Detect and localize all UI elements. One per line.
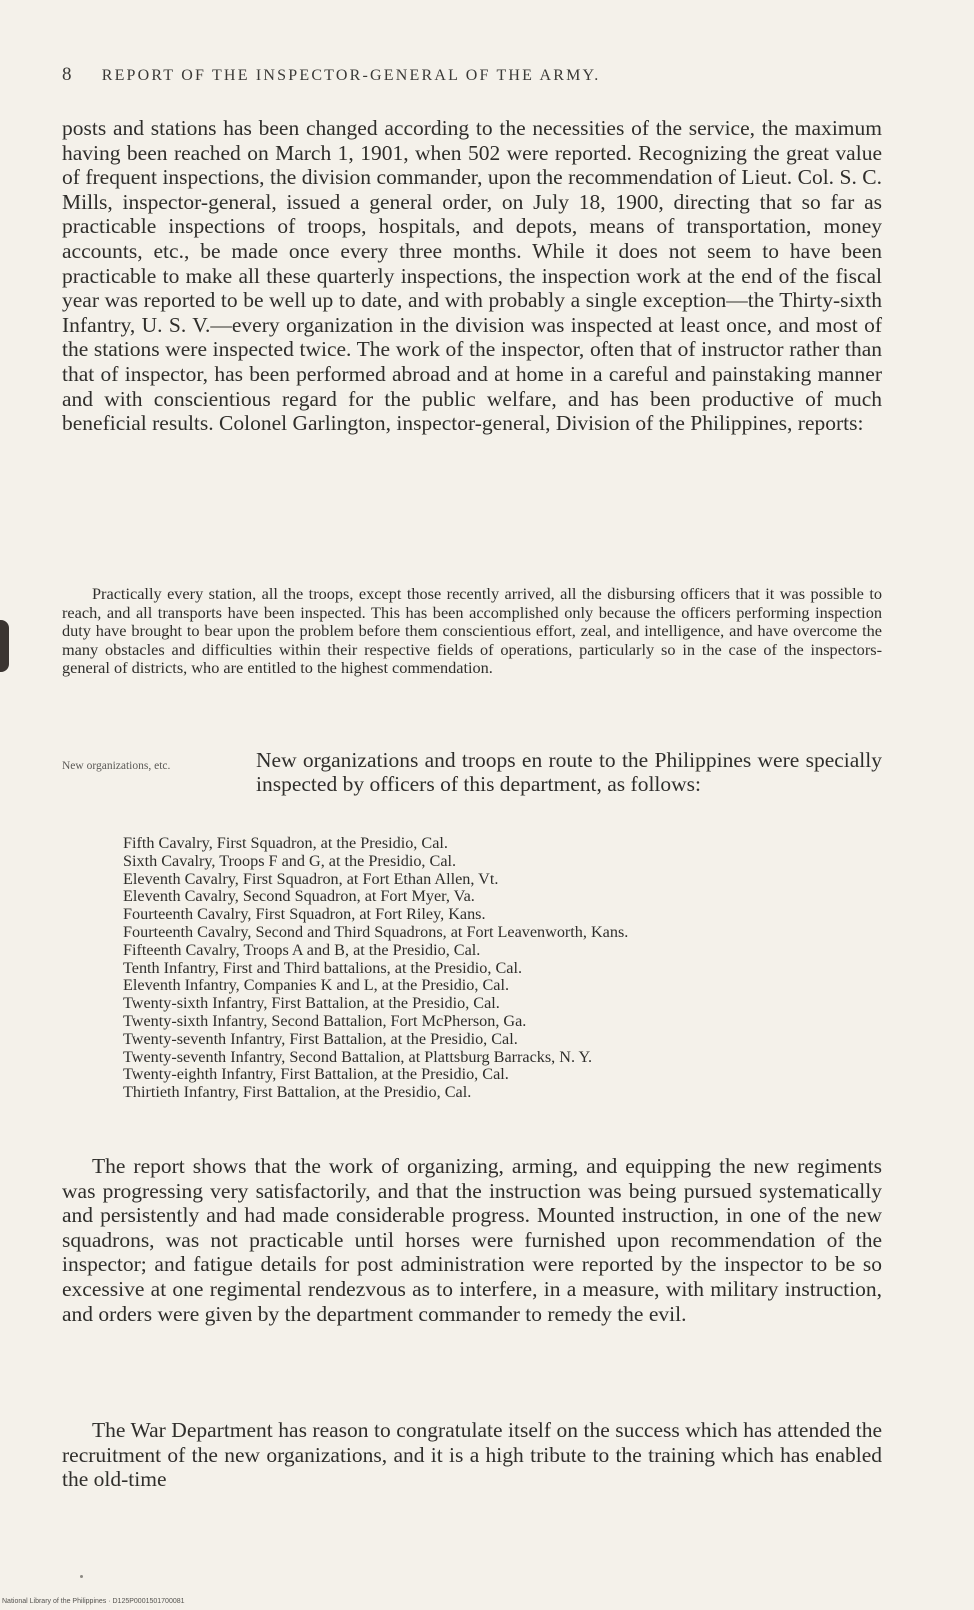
list-item: Twenty-sixth Infantry, Second Battalion, Fort McPherson, Ga. xyxy=(123,1011,527,1030)
list-item: Fifteenth Cavalry, Troops A and B, at the Presidio, Cal. xyxy=(123,940,481,959)
running-title: REPORT OF THE INSPECTOR-GENERAL OF THE ARMY. xyxy=(101,67,601,84)
list-item: Fourteenth Cavalry, First Squadron, at Fort Riley, Kans. xyxy=(123,905,486,924)
list-item: Twenty-seventh Infantry, First Battalion, at the Presidio, Cal. xyxy=(123,1029,518,1048)
list-item: Eleventh Cavalry, Second Squadron, at Fort Myer, Va. xyxy=(123,887,475,906)
ink-speck xyxy=(80,1575,83,1578)
list-item: Sixth Cavalry, Troops F and G, at the Presidio, Cal. xyxy=(123,851,457,870)
list-item: Fourteenth Cavalry, Second and Third Squadrons, at Fort Leavenworth, Kans. xyxy=(123,922,629,941)
list-item: Twenty-seventh Infantry, Second Battalion, at Plattsburg Barracks, N. Y. xyxy=(123,1047,593,1066)
new-organizations-paragraph: New organizations and troops en route to the Philippines were specially inspected by officers of this department, as follows: xyxy=(256,748,882,796)
list-item: Eleventh Cavalry, First Squadron, at Fort Ethan Allen, Vt. xyxy=(123,869,499,888)
running-header xyxy=(62,64,882,86)
list-item: Eleventh Infantry, Companies K and L, at the Presidio, Cal. xyxy=(123,976,510,995)
list-item: Thirtieth Infantry, First Battalion, at the Presidio, Cal. xyxy=(123,1083,472,1102)
paragraph-3: The War Department has reason to congratulate itself on the success which has attended the recruitment of the new organizations, and it is a high tribute to the training which has enabled the old-time xyxy=(62,1418,882,1492)
list-item: Fifth Cavalry, First Squadron, at the Presidio, Cal. xyxy=(123,834,448,852)
page-stain xyxy=(0,620,9,672)
block-quote: Practically every station, all the troops, except those recently arrived, all the disbursing officers that it was possible to reach, and all transports have been inspected. This has been accomplished only because the officers performing inspection duty have brought to bear upon the problem before them conscientious effort, zeal, and intelligence, and have overcome the many obstacles and difficulties within their respective fields of operations, particularly so in the case of the inspectors-general of districts, who are entitled to the highest commendation. xyxy=(62,584,882,678)
list-item: Twenty-sixth Infantry, First Battalion, at the Presidio, Cal. xyxy=(123,994,500,1013)
page-number: 8 xyxy=(62,64,72,85)
margin-note: New organizations, etc. xyxy=(62,760,171,772)
scan-footer: National Library of the Philippines · D125P0001501700081 xyxy=(2,1598,185,1605)
organization-list xyxy=(123,835,913,1102)
list-item: Twenty-eighth Infantry, First Battalion, at the Presidio, Cal. xyxy=(123,1065,509,1084)
paragraph-2: The report shows that the work of organizing, arming, and equipping the new regiments was progressing very satisfactorily, and that the instruction was being pursued systematically and persistently and had made considerable progress. Mounted instruction, in one of the new squadrons, was not practicable until horses were furnished upon recommendation of the inspector; and fatigue details for post administration were reported by the inspector to be so excessive at one regimental rendezvous as to interfere, in a measure, with military instruction, and orders were given by the department commander to remedy the evil. xyxy=(62,1154,882,1326)
list-item: Tenth Infantry, First and Third battalions, at the Presidio, Cal. xyxy=(123,958,522,977)
paragraph-1: posts and stations has been changed according to the necessities of the service, the maximum having been reached on March 1, 1901, when 502 were reported. Recognizing the great value of frequent inspections, the division commander, upon the recommendation of Lieut. Col. S. C. Mills, inspector-general, issued a general order, on July 18, 1900, directing that so far as practicable inspections of troops, hospitals, and depots, means of transportation, money accounts, etc., be made once every three months. While it does not seem to have been practicable to make all these quarterly inspections, the inspection work at the end of the fiscal year was reported to be well up to date, and with probably a single exception—the Thirty-sixth Infantry, U. S. V.—every organization in the division was inspected at least once, and most of the stations were inspected twice. The work of the inspector, often that of instructor rather than that of inspector, has been performed abroad and at home in a careful and painstaking manner and with conscientious regard for the public welfare, and has been productive of much beneficial results. Colonel Garlington, inspector-general, Division of the Philippines, reports: xyxy=(62,116,882,436)
